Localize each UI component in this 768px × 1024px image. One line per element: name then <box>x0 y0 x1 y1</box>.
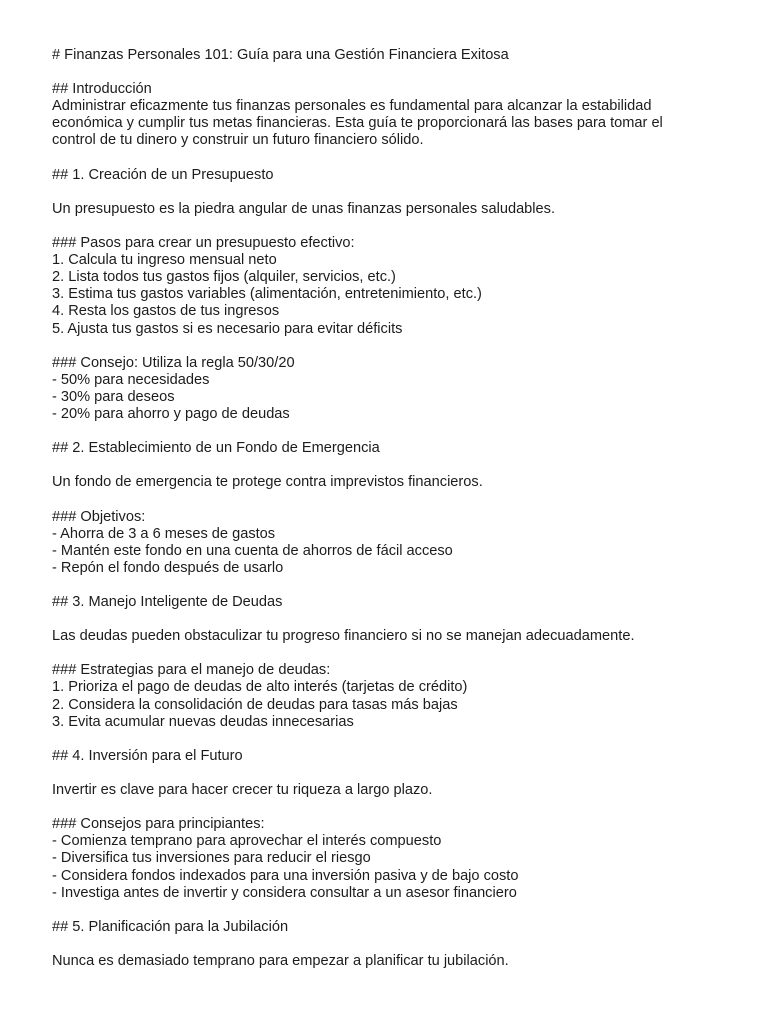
list-item: 2. Considera la consolidación de deudas para tasas más bajas <box>52 696 458 713</box>
blank-line <box>52 577 752 594</box>
blank-line <box>52 457 752 474</box>
list-item: - Considera fondos indexados para una inversión pasiva y de bajo costo <box>52 867 519 884</box>
list-item: 2. Lista todos tus gastos fijos (alquiler, servicios, etc.) <box>52 269 396 286</box>
section4-heading: ## 4. Inversión para el Futuro <box>52 747 243 764</box>
blank-line <box>52 218 752 235</box>
list-item: - Ahorra de 3 a 6 meses de gastos <box>52 525 276 542</box>
section4-text: Invertir es clave para hacer crecer tu riqueza a largo plazo. <box>52 782 433 799</box>
section1-heading: ## 1. Creación de un Presupuesto <box>52 166 274 183</box>
blank-line <box>52 64 752 81</box>
blank-line <box>52 611 752 628</box>
list-item: - Mantén este fondo en una cuenta de ahorros de fácil acceso <box>52 542 453 559</box>
blank-line <box>52 338 752 355</box>
list-item: 4. Resta los gastos de tus ingresos <box>52 303 280 320</box>
section4-sub-heading: ### Consejos para principiantes: <box>52 816 265 833</box>
section3-text: Las deudas pueden obstaculizar tu progreso financiero si no se manejan adecuadamente. <box>52 628 635 645</box>
intro-line: Administrar eficazmente tus finanzas personales es fundamental para alcanzar la estabilidad <box>52 98 652 115</box>
document-title: # Finanzas Personales 101: Guía para una Gestión Financiera Exitosa <box>52 47 509 63</box>
blank-line <box>52 902 752 919</box>
section1-steps-heading: ### Pasos para crear un presupuesto efectivo: <box>52 235 355 252</box>
list-item: - 30% para deseos <box>52 388 175 405</box>
section5-heading: ## 5. Planificación para la Jubilación <box>52 918 289 935</box>
list-item: - 20% para ahorro y pago de deudas <box>52 405 290 422</box>
list-item: 3. Evita acumular nuevas deudas innecesarias <box>52 713 354 730</box>
list-item: - Diversifica tus inversiones para reducir el riesgo <box>52 850 371 867</box>
section1-tip-heading: ### Consejo: Utiliza la regla 50/30/20 <box>52 354 295 371</box>
blank-line <box>52 150 752 167</box>
document-body <box>52 47 752 970</box>
blank-line <box>52 799 752 816</box>
blank-line <box>52 765 752 782</box>
blank-line <box>52 936 752 953</box>
section5-text: Nunca es demasiado temprano para empezar a planificar tu jubilación. <box>52 952 509 969</box>
section3-heading: ## 3. Manejo Inteligente de Deudas <box>52 594 283 610</box>
blank-line <box>52 645 752 662</box>
blank-line <box>52 423 752 440</box>
blank-line <box>52 184 752 201</box>
section2-sub-heading: ### Objetivos: <box>52 508 146 525</box>
intro-heading: ## Introducción <box>52 81 152 98</box>
list-item: 1. Calcula tu ingreso mensual neto <box>52 252 277 269</box>
section3-sub-heading: ### Estrategias para el manejo de deudas: <box>52 662 331 679</box>
list-item: 5. Ajusta tus gastos si es necesario para evitar déficits <box>52 320 403 337</box>
intro-line: control de tu dinero y construir un futuro financiero sólido. <box>52 132 424 149</box>
list-item: - Repón el fondo después de usarlo <box>52 559 284 576</box>
blank-line <box>52 731 752 748</box>
list-item: - Comienza temprano para aprovechar el interés compuesto <box>52 833 442 850</box>
section2-text: Un fondo de emergencia te protege contra imprevistos financieros. <box>52 474 483 491</box>
list-item: - Investiga antes de invertir y considera consultar a un asesor financiero <box>52 884 517 901</box>
list-item: 3. Estima tus gastos variables (alimentación, entretenimiento, etc.) <box>52 286 482 303</box>
section2-heading: ## 2. Establecimiento de un Fondo de Emergencia <box>52 440 380 457</box>
list-item: 1. Prioriza el pago de deudas de alto interés (tarjetas de crédito) <box>52 679 468 696</box>
list-item: - 50% para necesidades <box>52 371 210 388</box>
blank-line <box>52 491 752 508</box>
intro-line: económica y cumplir tus metas financieras. Esta guía te proporcionará las bases para tomar el <box>52 115 663 132</box>
section1-text: Un presupuesto es la piedra angular de unas finanzas personales saludables. <box>52 200 556 217</box>
